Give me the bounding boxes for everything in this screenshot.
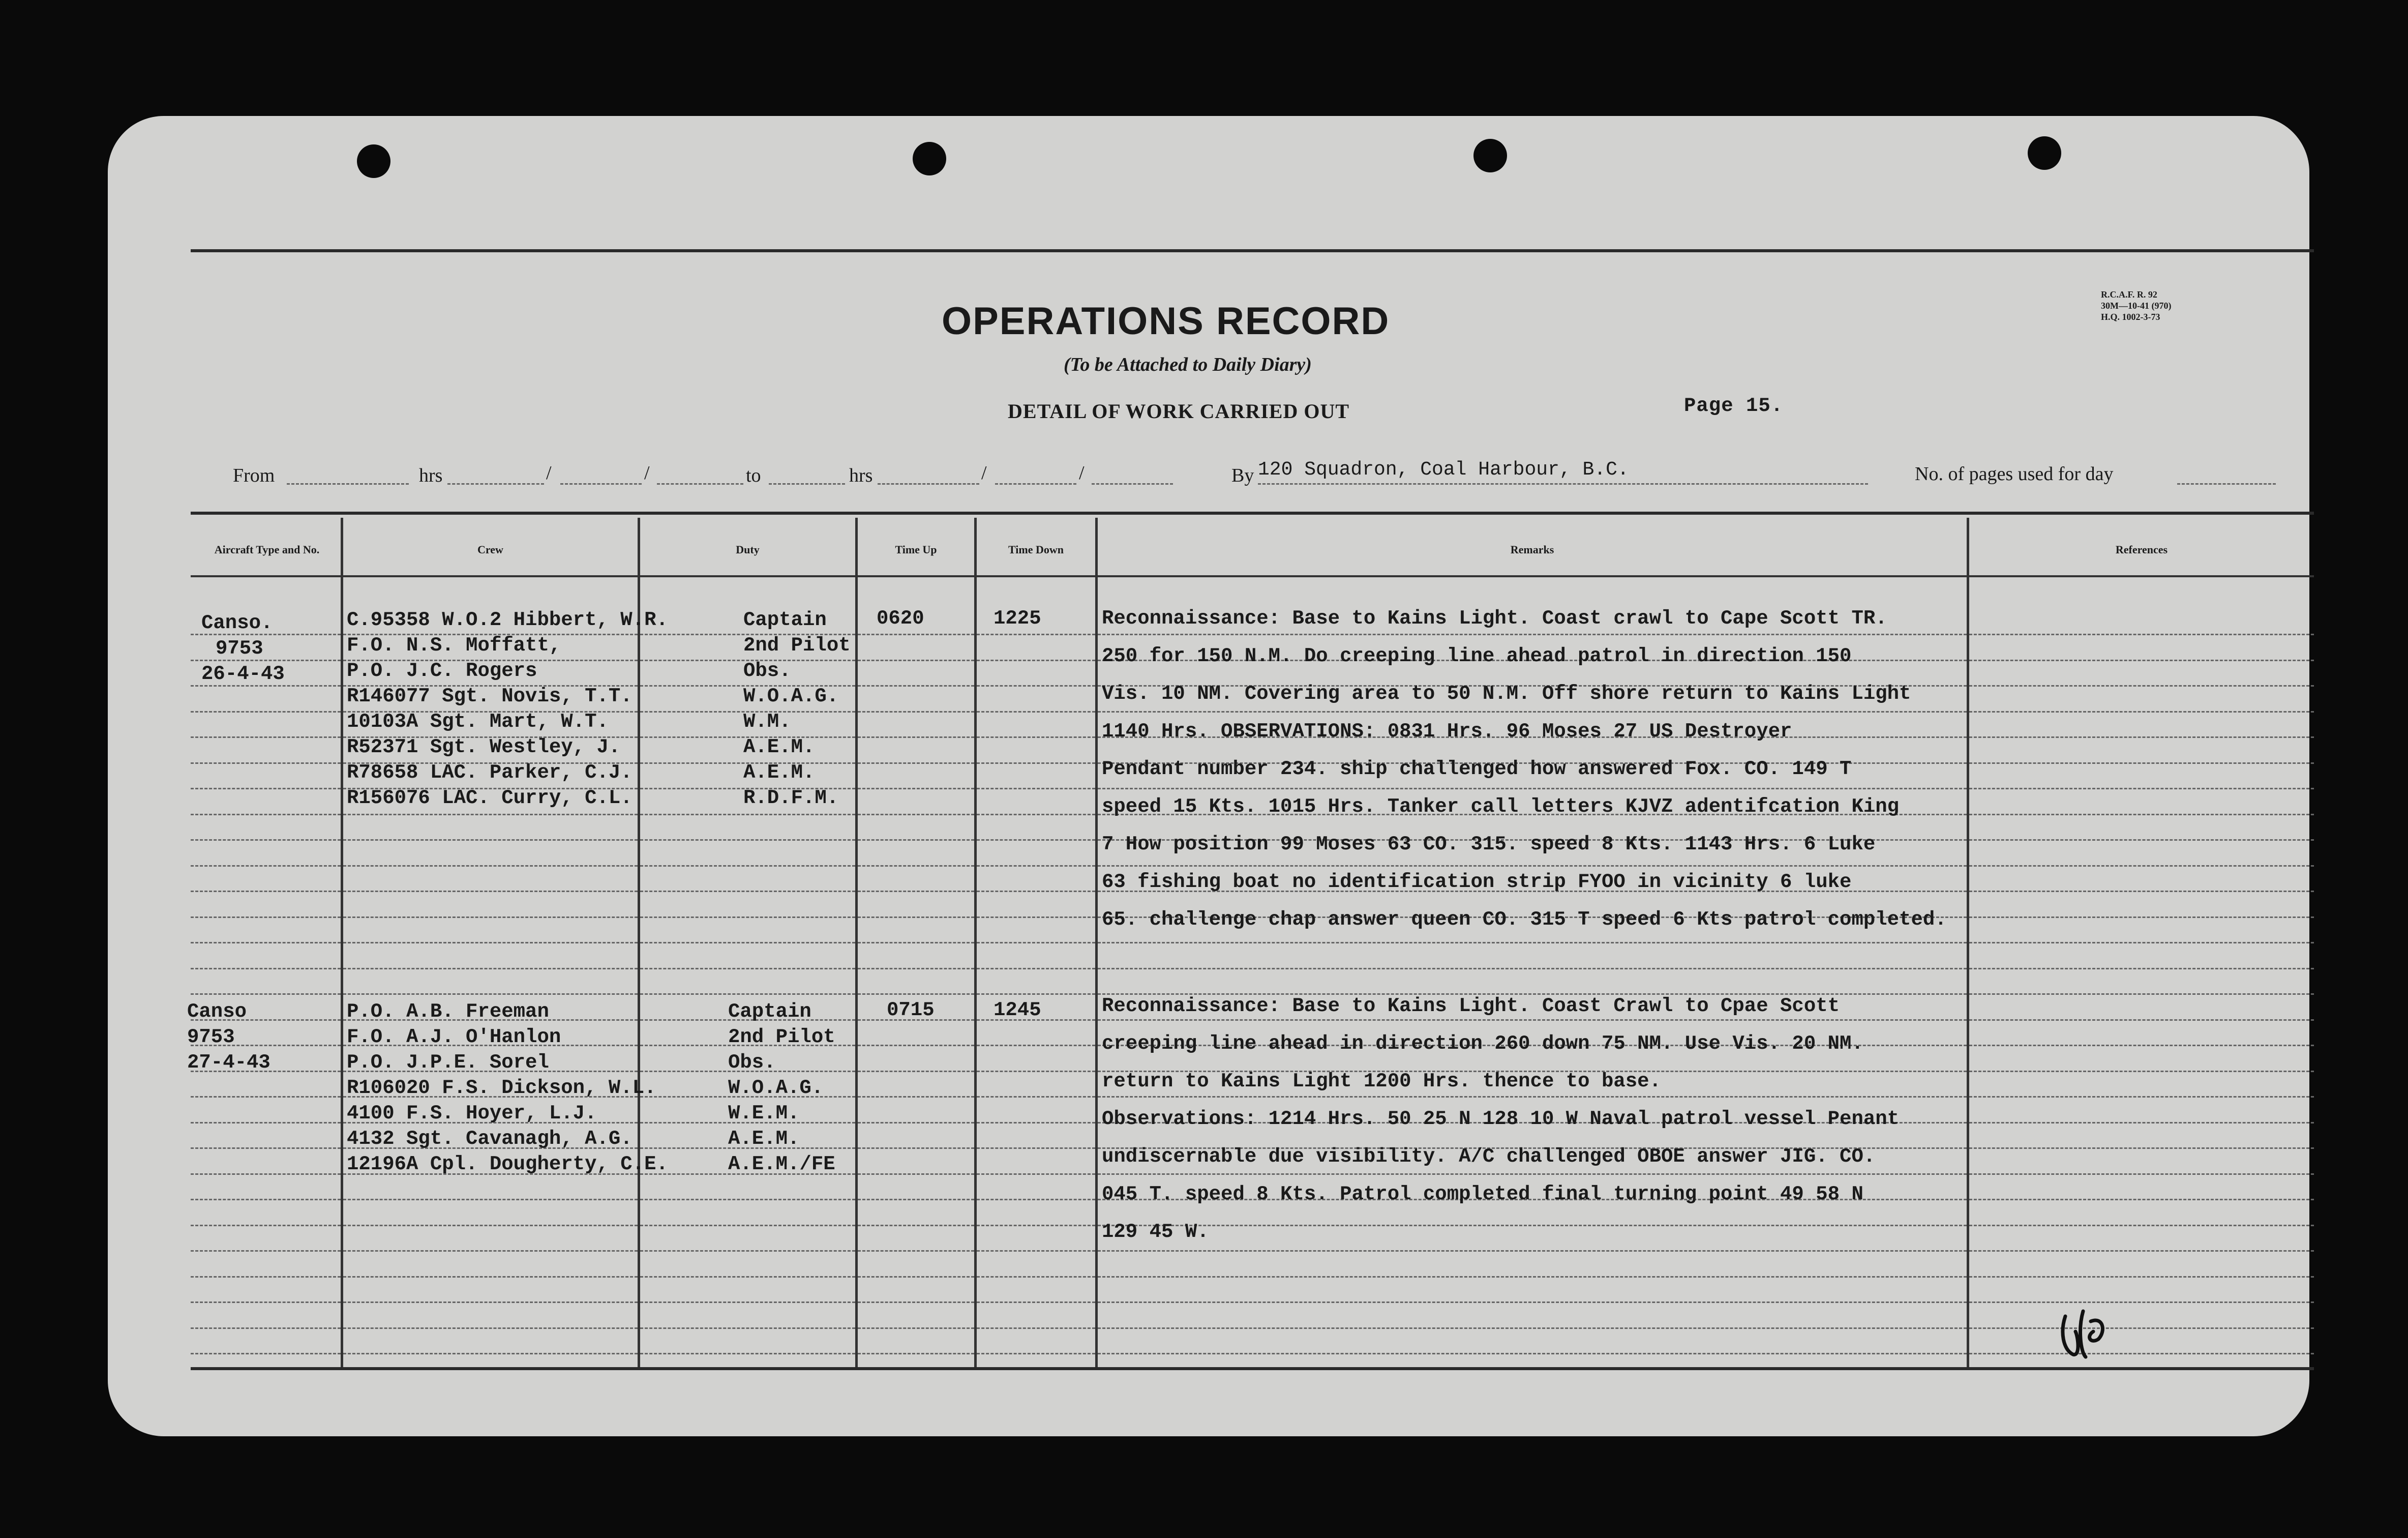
ruled-line — [191, 1276, 341, 1278]
ruled-line — [191, 993, 341, 995]
ruled-line — [977, 839, 1095, 841]
ruled-line — [640, 1276, 855, 1278]
entry-1-duty: Captain 2nd Pilot Obs. W.O.A.G. W.M. A.E.M. A.E.M. R.D.F.M. — [743, 609, 851, 809]
ruled-line — [640, 891, 855, 892]
ruled-line — [343, 1250, 638, 1252]
ruled-line — [191, 736, 341, 738]
ruled-line — [977, 865, 1095, 867]
page-number: Page 15. — [1684, 395, 1784, 417]
ruled-line — [1969, 711, 2314, 713]
entry-2-crew: P.O. A.B. Freeman F.O. A.J. O'Hanlon P.O. J.P.E. Sorel R106020 F.S. Dickson, W.L. 4100 F.S. Hoyer, L.J. 4132 Sgt. Cavanagh, A.G. 12196A Cpl. Dougherty, C.E. — [347, 1000, 668, 1175]
ruled-line — [977, 762, 1095, 764]
ruled-line — [343, 916, 638, 918]
ruled-line — [1098, 788, 1967, 789]
ruled-line — [191, 814, 341, 815]
ruled-line — [858, 814, 974, 815]
ruled-line — [977, 1122, 1095, 1123]
punch-hole — [913, 142, 946, 175]
ruled-line — [343, 891, 638, 892]
ruled-line — [1969, 634, 2314, 635]
ruled-line — [1969, 839, 2314, 841]
ruled-line — [191, 942, 341, 943]
ruled-line — [1969, 1019, 2314, 1021]
ruled-line — [343, 1353, 638, 1354]
ruled-line — [977, 1199, 1095, 1200]
ruled-line — [977, 1302, 1095, 1303]
ruled-line — [858, 865, 974, 867]
ruled-line — [858, 736, 974, 738]
ruled-line — [1969, 762, 2314, 764]
col-header-time-up: Time Up — [895, 543, 937, 556]
ruled-line — [858, 1122, 974, 1123]
form-detail-heading: DETAIL OF WORK CARRIED OUT — [1008, 400, 1350, 423]
ruled-line — [640, 1225, 855, 1226]
ruled-line — [1969, 1045, 2314, 1046]
entry-2-time-down: 1245 — [994, 999, 1041, 1021]
ruled-line — [977, 1173, 1095, 1175]
punch-hole — [357, 144, 390, 178]
ruled-line — [1969, 736, 2314, 738]
ruled-line — [977, 1096, 1095, 1098]
ruled-line — [858, 1353, 974, 1354]
squadron-value: 120 Squadron, Coal Harbour, B.C. — [1258, 459, 1629, 481]
ruled-line — [1969, 814, 2314, 815]
ruled-line — [1098, 1019, 1967, 1021]
punch-hole — [1473, 139, 1507, 172]
ruled-line — [858, 916, 974, 918]
ruled-line — [191, 1096, 341, 1098]
ruled-line — [343, 1302, 638, 1303]
ruled-line — [191, 1353, 341, 1354]
ruled-line — [977, 942, 1095, 943]
ruled-line — [1098, 1327, 1967, 1329]
ruled-line — [640, 1302, 855, 1303]
ruled-line — [343, 1276, 638, 1278]
ruled-line — [858, 942, 974, 943]
ruled-line — [1098, 634, 1967, 635]
col-header-crew: Crew — [477, 543, 503, 556]
form-subtitle: (To be Attached to Daily Diary) — [1064, 354, 1312, 375]
ruled-line — [858, 660, 974, 661]
ruled-line — [1969, 891, 2314, 892]
entry-2-aircraft: Canso 9753 27-4-43 — [187, 1000, 270, 1074]
col-header-aircraft: Aircraft Type and No. — [214, 543, 320, 556]
ruled-line — [1969, 1199, 2314, 1200]
col-header-time-down: Time Down — [1008, 543, 1064, 556]
ruled-line — [858, 685, 974, 687]
punch-hole — [2028, 136, 2061, 170]
ruled-line — [858, 1250, 974, 1252]
ruled-line — [977, 1327, 1095, 1329]
col-header-references: References — [2115, 543, 2168, 556]
ruled-line — [640, 1353, 855, 1354]
ruled-line — [1969, 916, 2314, 918]
ruled-line — [191, 1199, 341, 1200]
ruled-line — [343, 865, 638, 867]
entry-2-time-up: 0715 — [887, 999, 935, 1021]
ruled-line — [1098, 1250, 1967, 1252]
ruled-line — [640, 993, 855, 995]
ruled-line — [640, 1199, 855, 1200]
ruled-line — [191, 916, 341, 918]
ruled-line — [1098, 711, 1967, 713]
ruled-line — [977, 968, 1095, 969]
ruled-line — [640, 968, 855, 969]
ruled-line — [343, 1199, 638, 1200]
ruled-line — [191, 1327, 341, 1329]
ruled-line — [977, 1045, 1095, 1046]
ruled-line — [977, 711, 1095, 713]
ruled-line — [1969, 685, 2314, 687]
ruled-line — [977, 1250, 1095, 1252]
pages-used-label: No. of pages used for day — [1915, 463, 2114, 485]
ruled-line — [1098, 942, 1967, 943]
ruled-line — [640, 814, 855, 815]
ruled-line — [977, 634, 1095, 635]
ruled-line — [640, 1250, 855, 1252]
header-rule — [191, 575, 2314, 577]
col-header-remarks: Remarks — [1510, 543, 1554, 556]
ruled-line — [1969, 1147, 2314, 1149]
ruled-line — [343, 814, 638, 815]
ruled-line — [1969, 1353, 2314, 1354]
ruled-line — [1969, 788, 2314, 789]
ruled-line — [343, 839, 638, 841]
ruled-line — [1098, 1276, 1967, 1278]
to-label: to — [746, 465, 761, 486]
ruled-line — [191, 762, 341, 764]
ruled-line — [858, 1096, 974, 1098]
table-bottom-rule — [191, 1367, 2314, 1370]
ruled-line — [858, 1327, 974, 1329]
ruled-line — [640, 916, 855, 918]
ruled-line — [1098, 1302, 1967, 1303]
ruled-line — [858, 891, 974, 892]
ruled-line — [640, 1327, 855, 1329]
ruled-line — [1969, 1173, 2314, 1175]
table-top-rule — [191, 512, 2314, 515]
ruled-line — [343, 942, 638, 943]
ruled-line — [1969, 1250, 2314, 1252]
entry-1-time-down: 1225 — [994, 607, 1041, 630]
ruled-line — [858, 1225, 974, 1226]
entry-2-duty: Captain 2nd Pilot Obs. W.O.A.G. W.E.M. A.E.M. A.E.M./FE — [728, 1000, 835, 1175]
ruled-line — [858, 1173, 974, 1175]
ruled-line — [191, 788, 341, 789]
ruled-line — [858, 762, 974, 764]
ruled-line — [343, 1327, 638, 1329]
ruled-line — [1098, 865, 1967, 867]
ruled-line — [343, 968, 638, 969]
ruled-line — [1098, 1353, 1967, 1354]
ruled-line — [858, 788, 974, 789]
ruled-line — [191, 1122, 341, 1123]
ruled-line — [1969, 1327, 2314, 1329]
ruled-line — [977, 1276, 1095, 1278]
ruled-line — [977, 1071, 1095, 1072]
ruled-line — [977, 1353, 1095, 1354]
ruled-line — [858, 711, 974, 713]
ruled-line — [640, 942, 855, 943]
col-header-duty: Duty — [736, 543, 760, 556]
ruled-line — [191, 1250, 341, 1252]
ruled-line — [858, 1071, 974, 1072]
ruled-line — [858, 1302, 974, 1303]
ruled-line — [977, 891, 1095, 892]
ruled-line — [1969, 968, 2314, 969]
ruled-line — [191, 1147, 341, 1149]
hrs-label: hrs — [419, 465, 443, 486]
ruled-line — [1969, 1302, 2314, 1303]
entry-1-time-up: 0620 — [877, 607, 924, 630]
ruled-line — [1969, 1225, 2314, 1226]
ruled-line — [977, 736, 1095, 738]
ruled-line — [1969, 993, 2314, 995]
ruled-line — [191, 865, 341, 867]
entry-1-aircraft: Canso. 9753 26-4-43 — [201, 612, 285, 685]
ruled-line — [1098, 1225, 1967, 1226]
form-title: OPERATIONS RECORD — [942, 300, 1390, 343]
ruled-line — [977, 685, 1095, 687]
ruled-line — [1098, 968, 1967, 969]
by-label: By — [1231, 465, 1254, 486]
ruled-line — [1969, 1122, 2314, 1123]
ruled-line — [858, 1199, 974, 1200]
ruled-line — [1969, 942, 2314, 943]
handwritten-initials — [2055, 1301, 2116, 1367]
from-label: From — [233, 465, 275, 486]
ruled-line — [640, 865, 855, 867]
ruled-line — [191, 1173, 341, 1175]
ruled-line — [640, 839, 855, 841]
ruled-line — [977, 1225, 1095, 1226]
operations-record-card: OPERATIONS RECORD (To be Attached to Daily Diary) DETAIL OF WORK CARRIED OUT Page 15. R.C.A.F. R. 92 30M—10-41 (970) H.Q. 1002-3-73 From hrs / / to hrs / / By 120 Squadron, Coal Harbour, B.C. No. of pages used for day Aircraft Type and No. Crew Duty Time Up Time Down Remarks References Canso. 9753 26-4-43 C.95358 W.O.2 Hibbert, W.R. F.O. N.S. Moffatt, P.O. J.C. Rogers R146077 Sgt. Novis, T.T. 10103A Sgt. Mart, W.T. R52371 Sgt. Westley, J. R78658 LAC. Parker, C.J. R156076 LAC. Curry, C.L. Captain 2nd Pilot Obs. W.O.A.G. W.M. A.E.M. A.E.M. R.D.F.M. 0620 1225 Reconnaissance: Base to Kains Light. Coast crawl to Cape Scott TR. 250 for 150 N.M. Do creeping line ahead patrol in direction 150 Vis. 10 NM. Covering area to 50 N.M. Off shore return to Kains Light 1140 Hrs. OBSERVATIONS: 0831 Hrs. 96 Moses 27 US Destroyer Pendant number 234. ship challenged how answered Fox. CO. 149 T speed 15 Kts. 1015 Hrs. Tanker call letters KJVZ adentifcation King 7 How position 99 Moses 63 CO. 315. speed 8 Kts. 1143 Hrs. 6 Luke 63 fishing boat no identification strip FYOO in vicinity 6 luke 65. challenge chap answer queen CO. 315 T speed 6 Kts patrol completed. Canso 9753 27-4-43 P.O. A.B. Freeman F.O. A.J. O'Hanlon P.O. J.P.E. Sorel R106020 F.S. Dickson, W.L. 4100 F.S. Hoyer, L.J. 4132 Sgt. Cavanagh, A.G. 12196A Cpl. Dougherty, C.E. Captain 2nd Pilot Obs. W.O.A.G. W.E.M. A.E.M. A.E.M./FE 0715 1245 Reconnaissance: Base to Kains Light. Coast Crawl to Cpae Scott creeping line ahead in direction 260 down 75 NM. Use Vis. 20 NM. return to Kains Light 1200 Hrs. thence to base. Observations: 1214 Hrs. 50 25 N 128 10 W Naval patrol vessel Penant undiscernable due visibility. A/C challenged OBOE answer JIG. CO. 045 T. speed 8 Kts. Patrol completed final turning point 49 58 N 129 45 W. — [108, 116, 2309, 1436]
ruled-line — [977, 788, 1095, 789]
ruled-line — [191, 1302, 341, 1303]
ruled-line — [191, 839, 341, 841]
ruled-line — [977, 1147, 1095, 1149]
ruled-line — [858, 993, 974, 995]
ruled-line — [858, 634, 974, 635]
ruled-line — [977, 916, 1095, 918]
ruled-line — [858, 839, 974, 841]
ruled-line — [1098, 1173, 1967, 1175]
ruled-line — [1969, 1276, 2314, 1278]
ruled-line — [343, 1225, 638, 1226]
ruled-line — [977, 993, 1095, 995]
ruled-line — [191, 711, 341, 713]
entry-1-crew: C.95358 W.O.2 Hibbert, W.R. F.O. N.S. Moffatt, P.O. J.C. Rogers R146077 Sgt. Novis, T.T. 10103A Sgt. Mart, W.T. R52371 Sgt. Westley, J. R78658 LAC. Parker, C.J. R156076 LAC. Curry, C.L. — [347, 609, 668, 809]
ruled-line — [343, 993, 638, 995]
ruled-line — [1098, 1096, 1967, 1098]
ruled-line — [858, 968, 974, 969]
ruled-line — [977, 660, 1095, 661]
ruled-line — [858, 1147, 974, 1149]
ruled-line — [191, 891, 341, 892]
ruled-line — [191, 1225, 341, 1226]
ruled-line — [1969, 865, 2314, 867]
hrs-label-2: hrs — [849, 465, 873, 486]
ruled-line — [1969, 660, 2314, 661]
top-rule — [191, 249, 2314, 252]
ruled-line — [1969, 1096, 2314, 1098]
ruled-line — [1969, 1071, 2314, 1072]
ruled-line — [191, 968, 341, 969]
ruled-line — [858, 1276, 974, 1278]
ruled-line — [977, 814, 1095, 815]
ruled-line — [858, 1045, 974, 1046]
form-code: R.C.A.F. R. 92 30M—10-41 (970) H.Q. 1002-3-73 — [2101, 289, 2172, 322]
